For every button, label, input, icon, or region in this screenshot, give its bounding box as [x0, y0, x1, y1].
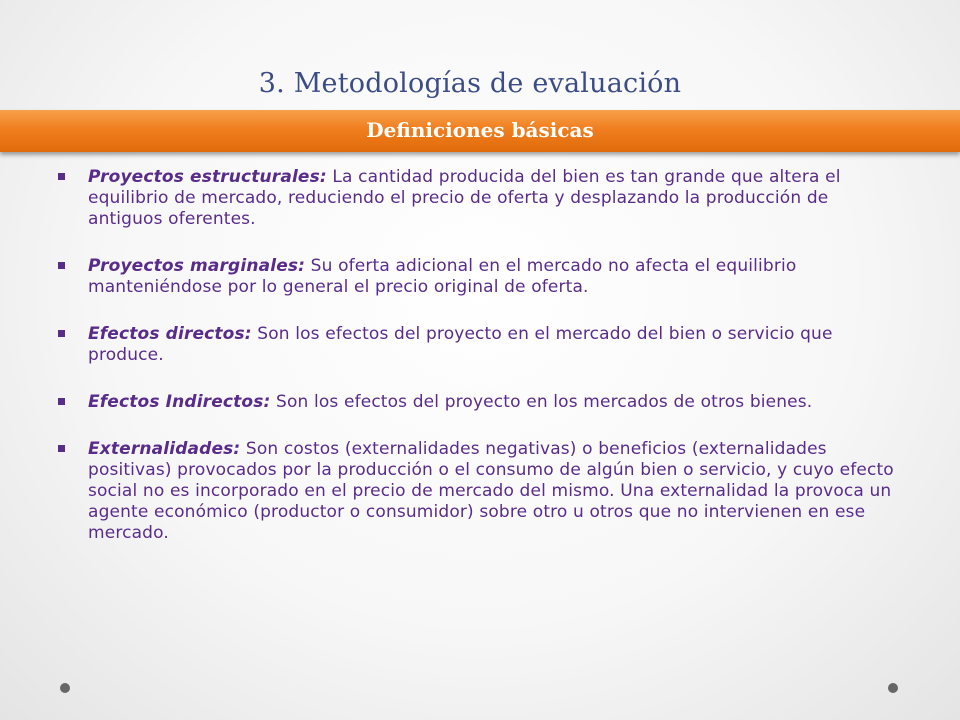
list-item — [58, 392, 898, 413]
subtitle-text: Definiciones básicas — [366, 118, 594, 142]
square-bullet-icon — [58, 445, 65, 452]
definition-term: Externalidades: — [88, 439, 241, 459]
subtitle-banner — [0, 110, 960, 152]
square-bullet-icon — [58, 262, 65, 269]
list-item — [58, 256, 898, 298]
square-bullet-icon — [58, 330, 65, 337]
square-bullet-icon — [58, 398, 65, 405]
definitions-list — [58, 167, 898, 570]
definition-text: Son costos (externalidades negativas) o beneficios (externalidades positivas) provocados por la producción o el consumo de algún bien o servicio, y cuyo efecto social no es incorporado en el precio de mercado del mismo. Una externalidad la provoca un agente económico (productor o consumidor) sobre otro u otros que no intervienen en ese mercado. — [88, 439, 894, 543]
left-corner-dot-icon — [60, 683, 70, 693]
definition-term: Efectos directos: — [88, 324, 252, 344]
slide-title: 3. Metodologías de evaluación — [258, 68, 682, 99]
list-item — [58, 167, 898, 230]
definition-term: Efectos Indirectos: — [88, 392, 271, 412]
definition-text: Son los efectos del proyecto en el mercado del bien o servicio que produce. — [88, 324, 833, 365]
square-bullet-icon — [58, 173, 65, 180]
list-item — [58, 439, 898, 544]
list-item — [58, 324, 898, 366]
definition-term: Proyectos marginales: — [88, 256, 306, 276]
right-corner-dot-icon — [888, 683, 898, 693]
definition-text: La cantidad producida del bien es tan grande que altera el equilibrio de mercado, reduciendo el precio de oferta y desplazando la producción de antiguos oferentes. — [88, 167, 841, 229]
definition-text: Son los efectos del proyecto en los mercados de otros bienes. — [270, 392, 813, 412]
definition-term: Proyectos estructurales: — [88, 167, 327, 187]
definition-text: Su oferta adicional en el mercado no afecta el equilibrio manteniéndose por lo general el precio original de oferta. — [88, 256, 797, 297]
